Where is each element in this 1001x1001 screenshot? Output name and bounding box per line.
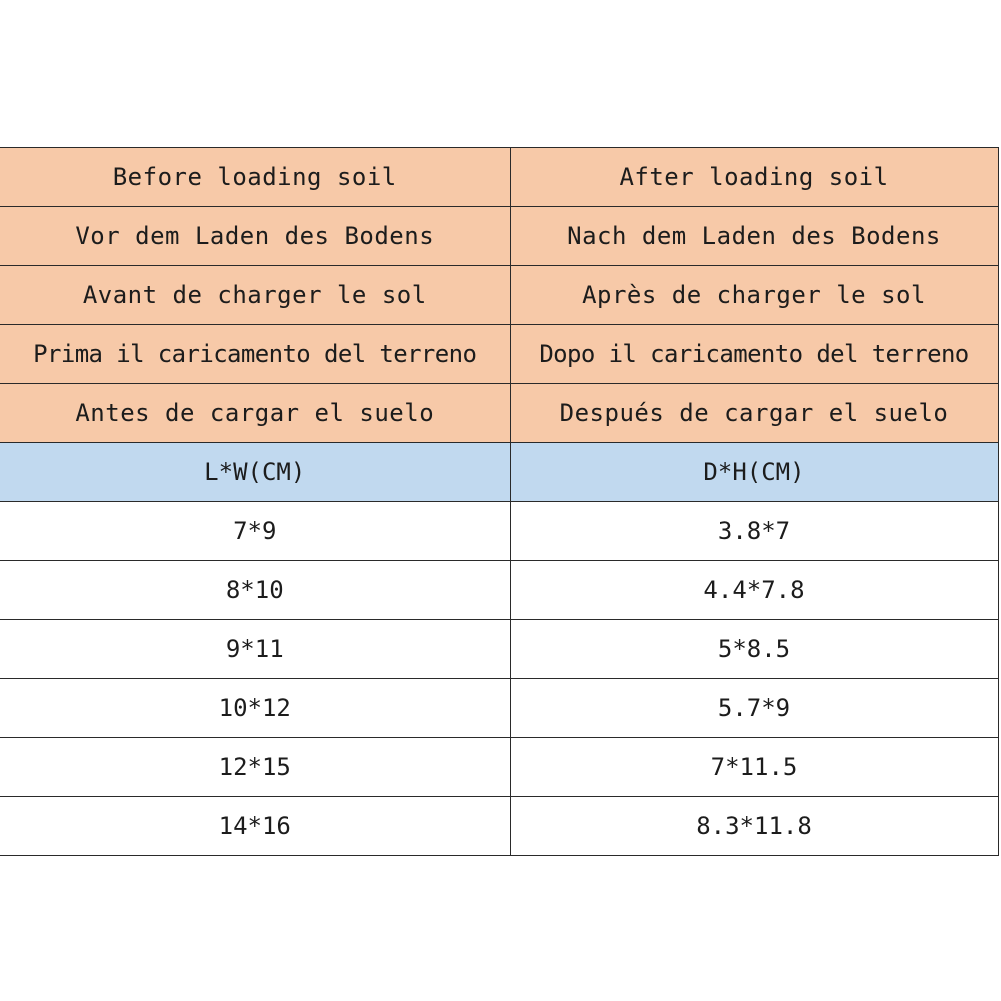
- label-row-english: [0, 148, 998, 207]
- label-row-french: [0, 266, 998, 325]
- dh-cell: 8.3*11.8: [510, 797, 998, 856]
- after-loading-label: Nach dem Laden des Bodens: [510, 207, 998, 266]
- dh-cell: 5*8.5: [510, 620, 998, 679]
- after-loading-label: Después de cargar el suelo: [510, 384, 998, 443]
- table-row: [0, 679, 998, 738]
- after-loading-label: After loading soil: [510, 148, 998, 207]
- before-loading-label: Before loading soil: [0, 148, 510, 207]
- table-row: [0, 738, 998, 797]
- table-row: [0, 561, 998, 620]
- label-row-spanish: [0, 384, 998, 443]
- lw-column-header: L*W(CM): [0, 443, 510, 502]
- lw-cell: 14*16: [0, 797, 510, 856]
- dh-column-header: D*H(CM): [510, 443, 998, 502]
- dimension-header-row: [0, 443, 998, 502]
- lw-cell: 12*15: [0, 738, 510, 797]
- size-chart-table: [0, 147, 999, 856]
- after-loading-label: Après de charger le sol: [510, 266, 998, 325]
- lw-cell: 8*10: [0, 561, 510, 620]
- table-row: [0, 502, 998, 561]
- dh-cell: 7*11.5: [510, 738, 998, 797]
- lw-cell: 9*11: [0, 620, 510, 679]
- lw-cell: 7*9: [0, 502, 510, 561]
- dh-cell: 4.4*7.8: [510, 561, 998, 620]
- label-row-italian: [0, 325, 998, 384]
- before-loading-label: Antes de cargar el suelo: [0, 384, 510, 443]
- before-loading-label: Vor dem Laden des Bodens: [0, 207, 510, 266]
- label-row-german: [0, 207, 998, 266]
- table-row: [0, 620, 998, 679]
- before-loading-label: Avant de charger le sol: [0, 266, 510, 325]
- dh-cell: 3.8*7: [510, 502, 998, 561]
- after-loading-label: Dopo il caricamento del terreno: [510, 325, 998, 384]
- dh-cell: 5.7*9: [510, 679, 998, 738]
- before-loading-label: Prima il caricamento del terreno: [0, 325, 510, 384]
- table-row: [0, 797, 998, 856]
- lw-cell: 10*12: [0, 679, 510, 738]
